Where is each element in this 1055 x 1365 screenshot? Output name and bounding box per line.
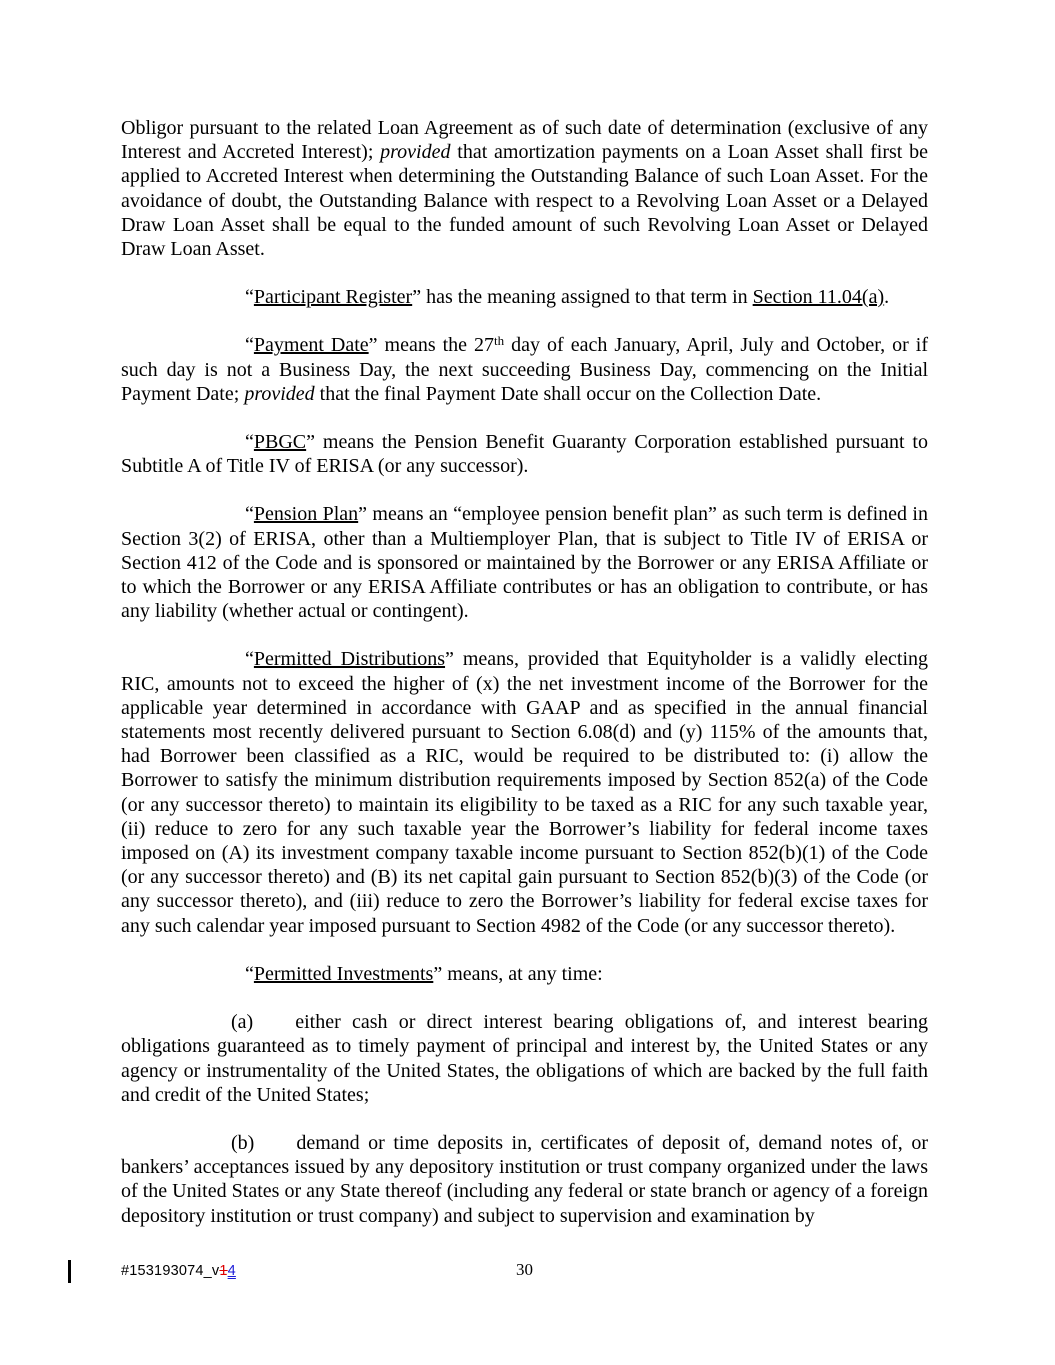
paragraph-item-a (121, 1010, 928, 1107)
tracked-change-bar (68, 1260, 71, 1283)
paragraph-permitted-investments (121, 962, 928, 986)
text-run: th (494, 333, 505, 349)
paragraph-permitted-distributions (121, 647, 928, 937)
paragraph-payment-date (121, 333, 928, 406)
text-run: ” means the Pension Benefit Guaranty Corporation established pursuant to Subtitle A of Title IV of ERISA (or any successor). (121, 431, 928, 478)
text-run: “ (245, 431, 254, 454)
defined-term: PBGC (253, 431, 307, 454)
text-run: ” means an “employee pension benefit plan” as such term is defined in Section 3(2) of ERISA, other than a Multiemployer Plan, that is subject to Title IV of ERISA or Section 412 of the Code and is sponsored or maintained by the Borrower or any ERISA Affiliate or to which the Borrower or any ERISA Affiliate contributes or has an obligation to contribute, or has any liability (whether actual or contingent). (121, 503, 928, 623)
defined-term: Participant Register (253, 286, 413, 309)
text-run: ” means, provided that Equityholder is a validly electing RIC, amounts not to exceed the higher of (x) the net investment income of the Borrower for the applicable year determined in accordance with GAAP and as specified in the annual financial statements most recently delivered pursuant to Section 6.08(d) and (y) 115% of the amounts that, had Borrower been classified as a RIC, would be required to be distributed to: (i) allow the Borrower to satisfy the minimum distribution requirements imposed by Section 852(a) of the Code (or any successor thereto) to maintain its eligibility to be taxed as a RIC for any such taxable year, (ii) reduce to zero for any such taxable year the Borrower’s liability for federal income taxes imposed on (A) its investment company taxable income pursuant to Section 852(b)(1) of the Code (or any successor thereto) and (B) its net capital gain pursuant to Section 852(b)(3) of the Code (or any successor thereto), and (iii) reduce to zero the Borrower’s liability for federal excise taxes for any such calendar year imposed pursuant to Section 4982 of the Code (or any successor thereto). (121, 648, 929, 937)
paragraph-pension-plan (121, 502, 928, 623)
defined-term: Section 11.04(a) (752, 286, 885, 309)
text-run: “ (245, 286, 254, 309)
document-id-inserted-char: 4 (227, 1263, 236, 1279)
text-run: day of each January, April, July and October, or if such day is not a Business Day, the next succeeding Business Day, commencing on the Initial Payment Date; (121, 334, 929, 405)
text-run: that the final Payment Date shall occur on the Collection Date. (314, 382, 822, 405)
document-id-deleted-char: 1 (219, 1263, 228, 1279)
document-id-prefix: #153193074_v (121, 1263, 220, 1279)
text-run: that amortization payments on a Loan Asset shall first be applied to Accreted Interest when determining the Outstanding Balance of such Loan Asset. For the avoidance of doubt, the Outstanding Balance with respect to a Revolving Loan Asset or a Delayed Draw Loan Asset shall be equal to the funded amount of such Revolving Loan Asset or Delayed Draw Loan Asset. (121, 141, 928, 261)
text-run: provided (244, 382, 315, 405)
text-run: either cash or direct interest bearing obligations of, and interest bearing obligations guaranteed as to timely payment of principal and interest by, the United States or any agency or instrumentality of the United States, the obligations of which are backed by the full faith and credit of the United States; (121, 1011, 928, 1106)
defined-term: Permitted Investments (253, 962, 434, 985)
text-run: (b) (231, 1131, 255, 1154)
text-run: “ (245, 962, 254, 985)
text-run: ” means the 27 (368, 334, 495, 357)
paragraph-obligor-continuation (121, 116, 928, 261)
defined-term: Pension Plan (253, 503, 359, 526)
text-run: ” has the meaning assigned to that term in (412, 286, 753, 309)
defined-term: Permitted Distributions (253, 648, 446, 671)
text-run: ” means, at any time: (433, 962, 603, 985)
text-run: . (884, 286, 890, 309)
text-run: “ (245, 334, 254, 357)
document-body (121, 116, 928, 1252)
page-number: 30 (516, 1260, 533, 1279)
text-run: “ (245, 503, 254, 526)
text-run: demand or time deposits in, certificates of deposit of, demand notes of, or bankers’ acceptances issued by any depository institution or trust company organized under the laws of the United States or any State thereof (including any federal or state branch or agency of a foreign depository institution or trust company) and subject to supervision and examination by (121, 1131, 928, 1227)
paragraph-participant-register (121, 285, 928, 309)
paragraph-item-b (121, 1131, 928, 1228)
defined-term: Payment Date (253, 334, 369, 357)
paragraph-pbgc (121, 430, 928, 478)
text-run: (a) (231, 1011, 254, 1034)
text-run: Obligor pursuant to the related Loan Agreement as of such date of determination (exclusive of any Interest and Accreted Interest); (121, 117, 928, 164)
text-run: “ (245, 648, 254, 671)
text-run: provided (380, 141, 451, 164)
